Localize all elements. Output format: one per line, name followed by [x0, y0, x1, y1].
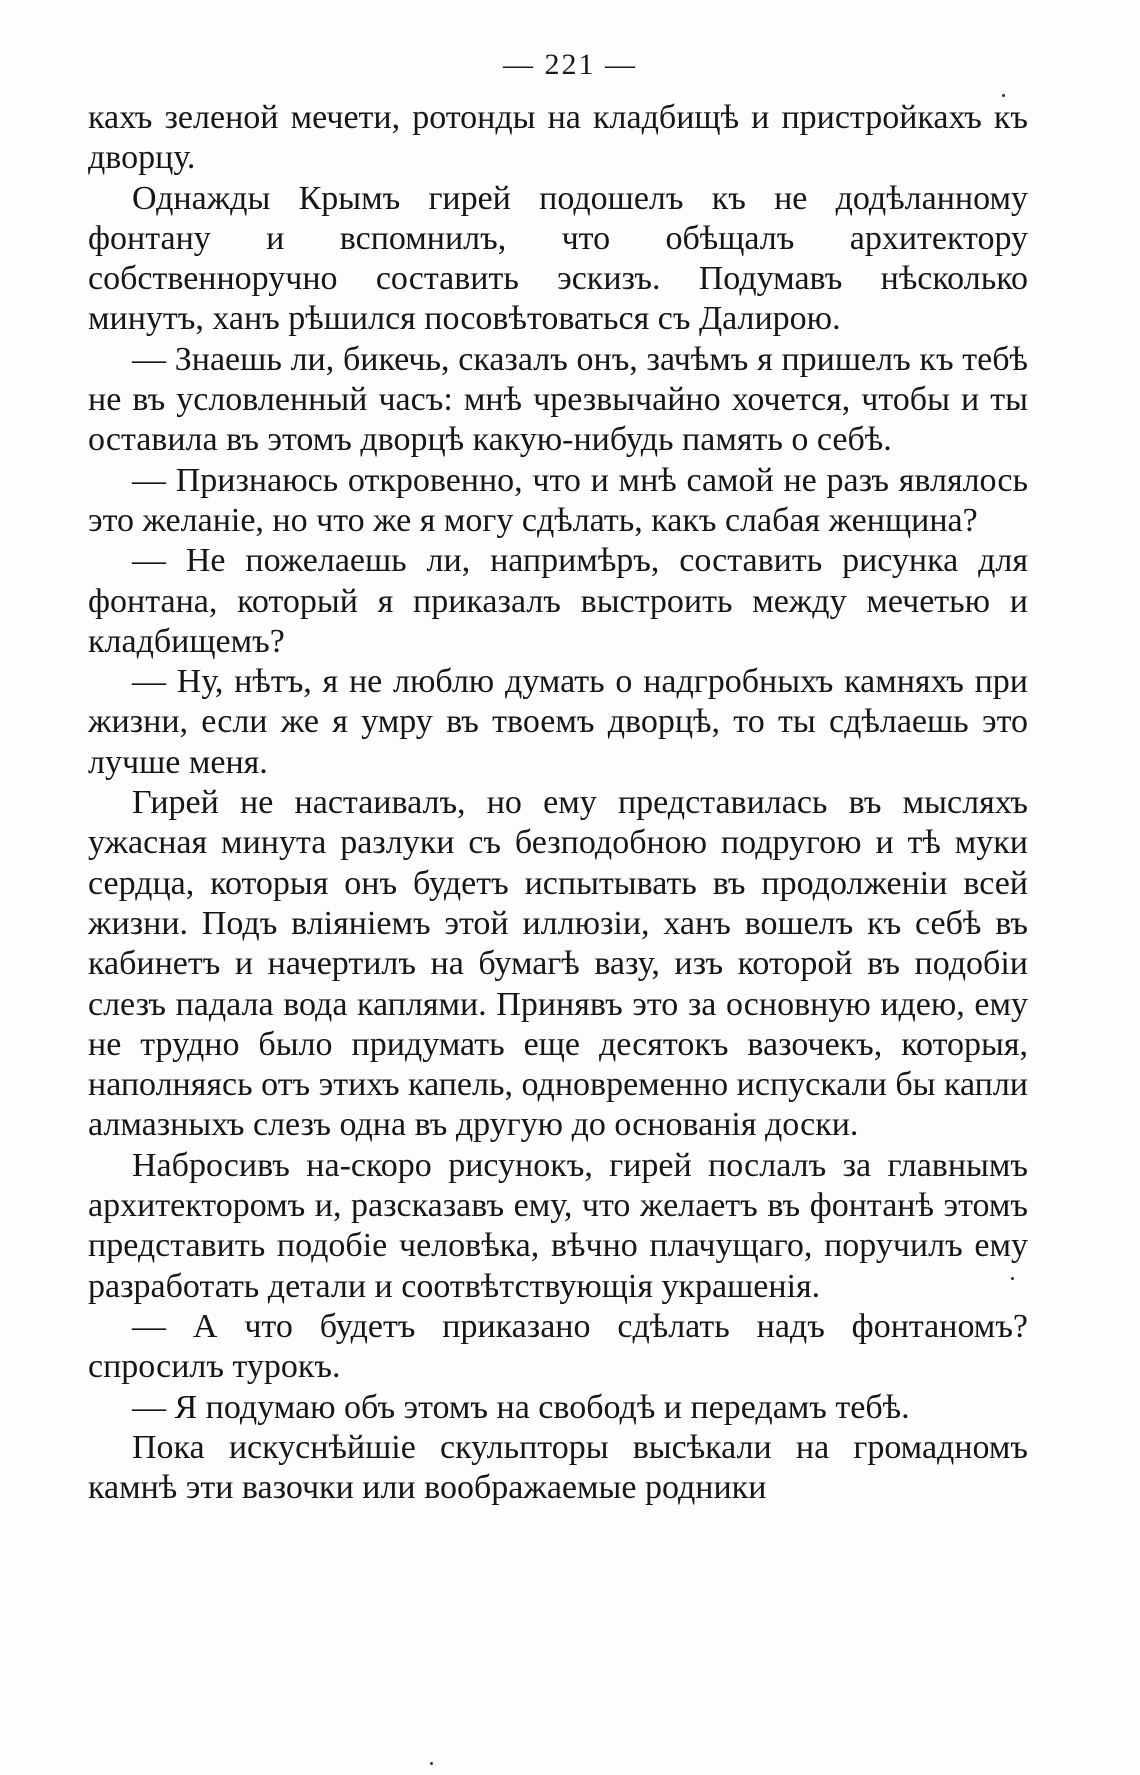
paragraph-10: — Я подумаю объ этомъ на свободѣ и передамъ тебѣ. [132, 1388, 910, 1426]
paragraph-7: Гирей не настаивалъ, но ему представилась въ мысляхъ ужасная минута разлуки съ безподобною подругою и тѣ муки сердца, которыя онъ будетъ испытывать въ продолженіи всей жизни. Подъ вліяніемъ этой иллюзіи, ханъ вошелъ къ себѣ въ кабинетъ и начертилъ на бумагѣ вазу, изъ которой въ подобіи слезъ падала вода каплями. Принявъ это за основную идею, ему не трудно было придумать еще десятокъ вазочекъ, которыя, наполняясь отъ этихъ капель, одновременно испускали бы капли алмазныхъ слезъ одна въ другую до основанія доски. [88, 784, 1028, 1144]
paragraph-3: — Знаешь ли, бикечь, сказалъ онъ, зачѣмъ я пришелъ къ тебѣ не въ условленный часъ: мнѣ чрезвычайно хочется, чтобы и ты оставила въ этомъ дворцѣ какую-нибудь память о себѣ. [88, 340, 1028, 459]
print-speck [1011, 1277, 1014, 1280]
paragraph-6: — Ну, нѣтъ, я не люблю думать о надгробныхъ камняхъ при жизни, если же я умру въ твоемъ дворцѣ, то ты сдѣлаешь это лучше меня. [88, 663, 1028, 781]
paragraph-5: — Не пожелаешь ли, напримѣръ, составить рисунка для фонтана, который я приказалъ выстроить между мечетью и кладбищемъ? [88, 542, 1028, 660]
paragraph-1: кахъ зеленой мечети, ротонды на кладбищѣ и пристройкахъ къ дворцу. [88, 99, 1028, 177]
paragraph-9: — А что будетъ приказано сдѣлать надъ фонтаномъ? спросилъ турокъ. [88, 1307, 1028, 1386]
print-speck [1002, 94, 1005, 97]
print-speck [430, 1762, 433, 1765]
paragraph-4: — Признаюсь откровенно, что и мнѣ самой не разъ являлось это желаніе, но что же я могу сдѣлать, какъ слабая женщина? [88, 461, 1028, 539]
body-text [88, 98, 1028, 1508]
page-number: — 221 — [503, 48, 637, 81]
paragraph-2: Однажды Крымъ гирей подошелъ къ не додѣланному фонтану и вспомнилъ, что обѣщалъ архитектору собственноручно составить эскизъ. Подумавъ нѣсколько минутъ, ханъ рѣшился посовѣтоваться съ Далирою. [88, 179, 1028, 338]
paragraph-11: Пока искуснѣйшіе скульпторы высѣкали на громадномъ камнѣ эти вазочки или воображаемые родники [88, 1428, 1028, 1507]
paragraph-8: Набросивъ на-скоро рисунокъ, гирей послалъ за главнымъ архитекторомъ и, разсказавъ ему, что желаетъ въ фонтанѣ этомъ представить подобіе человѣка, вѣчно плачущаго, поручилъ ему разработать детали и соотвѣтствующія украшенія. [88, 1146, 1028, 1305]
